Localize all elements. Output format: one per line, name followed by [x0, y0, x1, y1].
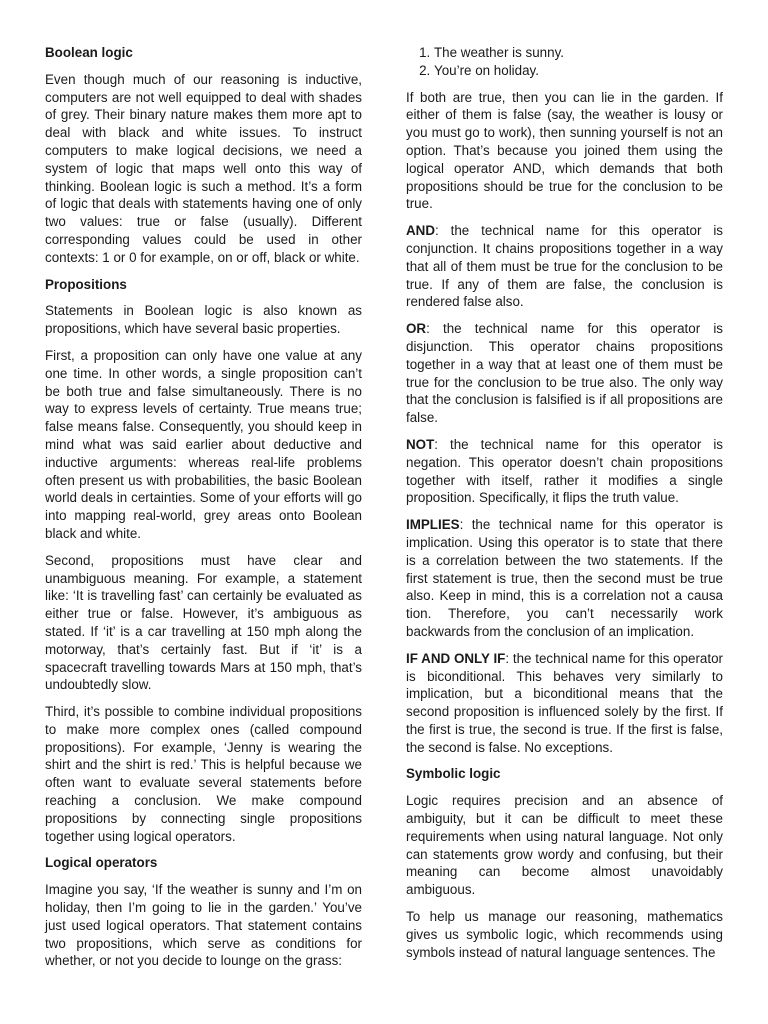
term-implies: IMPLIES	[406, 517, 460, 533]
left-column	[45, 44, 362, 979]
term-if-and-only-if: IF AND ONLY IF	[406, 650, 506, 666]
paragraph-not-operator	[406, 436, 723, 507]
paragraph-propositions-intro: Statements in Boolean logic is also known as propositions, which have several basic properties.	[45, 303, 362, 337]
paragraph-logical-operators: Imagine you say, ‘If the weather is sunny and I’m on holiday, then I’m going to lie in the garden.’ You’ve just used logical operators. That statement contains two propositions, which serve as conditions for whether, or not you decide to lounge on the grass:	[45, 882, 362, 969]
paragraph-boolean-logic: Even though much of our reasoning is inductive, computers are not well equipped to deal with shades of grey. Their binary nature makes them more apt to deal with black and white issues. To instruct computers to make logical decisions, we need a system of logic that maps well onto this way of thinking. Boolean logic is such a method. It’s a form of logic that deals with statements having one of only two values: true or false (usually). Different corresponding values could be used in other contexts: 1 or 0 for example, on or off, black or white.	[45, 71, 362, 265]
paragraph-and-operator	[406, 222, 723, 311]
paragraph-implies-operator	[406, 516, 723, 641]
right-column	[406, 44, 723, 970]
definition-not: : the technical name for this operator is negation. This operator doesn’t chain propositions together with itself, rather it modifies a single proposition. Specifically, it flips the truth value.	[406, 436, 723, 506]
paragraph-or-operator	[406, 320, 723, 427]
heading-boolean-logic: Boolean logic	[45, 45, 133, 60]
paragraph-symbolic-logic-2: To help us manage our reasoning, mathematics gives us symbolic logic, which recommends using symbols instead of natural language sentences. The	[406, 909, 723, 960]
paragraph-second-property: Second, propositions must have clear and unambiguous meaning. For example, a statement like: ‘It is travelling fast’ can certainly be evaluated as either true or false. However, it’s ambiguous as stated. If ‘it’ is a car travelling at 150 mph along the motorway, that’s certainly fast. But if ‘it’ is a spacecraft travelling towards Mars at 150 mph, that’s undoubtedly slow.	[45, 552, 362, 693]
heading-symbolic-logic: Symbolic logic	[406, 766, 501, 782]
paragraph-both-true: If both are true, then you can lie in the garden. If either of them is false (say, the weather is lousy or you must go to work), then sunning yourself is not an option. That’s because you joined them using the logical operator AND, which demands that both propositions should be true for the conclusion to be true.	[406, 89, 723, 212]
paragraph-symbolic-logic-1: Logic requires precision and an absence of ambiguity, but it can be difficult to meet these requirements when using natural language. Not only can statements grow wordy and confusing, but their meaning can become almost unavoidably ambiguous.	[406, 793, 723, 898]
definition-and: : the technical name for this operator is conjunction. It chains propositions together in a way that all of them must be true for the conclusion to be true. If any of them are false, the conclusion is rendered false also.	[406, 223, 723, 310]
list-item: 2. You’re on holiday.	[434, 62, 723, 80]
heading-propositions: Propositions	[45, 276, 127, 292]
paragraph-third-property: Third, it’s possible to combine individual propositions to make more complex ones (called compound propositions). For example, ‘Jenny is wearing the shirt and the shirt is red.’ This is helpful because we often want to evaluate several statements before reaching a conclusion. We make compound propositions by connecting single propositions together using logical operators.	[45, 704, 362, 844]
definition-if-and-only-if: : the technical name for this operator is biconditional. This behaves very similarly to implication, but a biconditional means that the second proposition is influenced solely by the first. If the first is true, the second is true. If the first is false, the second is false. No exceptions.	[406, 650, 724, 755]
definition-or: : the technical name for this operator is disjunction. This operator chains propositions together in a way that at least one of them must be true for the conclusion to be true also. The only way that the conclusion is falsified is if all propositions are false.	[406, 321, 723, 426]
paragraph-iff-operator	[406, 650, 723, 757]
paragraph-first-property: First, a proposition can only have one value at any one time. In other words, a single proposition can’t be both true and false simultaneously. There is no way to express levels of certainty. True means true; false means false. Consequently, you should keep in mind what was said earlier about deductive and inductive arguments: whereas real-life problems often present us with probabilities, the basic Boolean world deals in certainties. Some of your efforts will go into mapping real-world, grey areas onto Boolean black and white.	[45, 347, 362, 541]
term-and: AND	[406, 223, 436, 239]
heading-logical-operators: Logical operators	[45, 855, 158, 871]
definition-implies: : the technical name for this operator is implication. Using this operator is to state that there is a correlation between the two statements. If the first statement is true, then the second must be true also. Keep in mind, this is a correlation not a causa tion. Therefore, you can’t necessarily work backwards from the conclusion of an implication.	[406, 517, 723, 639]
conditions-list	[406, 44, 723, 80]
term-or: OR	[406, 321, 427, 337]
term-not: NOT	[406, 436, 435, 452]
list-item: 1. The weather is sunny.	[434, 44, 723, 62]
